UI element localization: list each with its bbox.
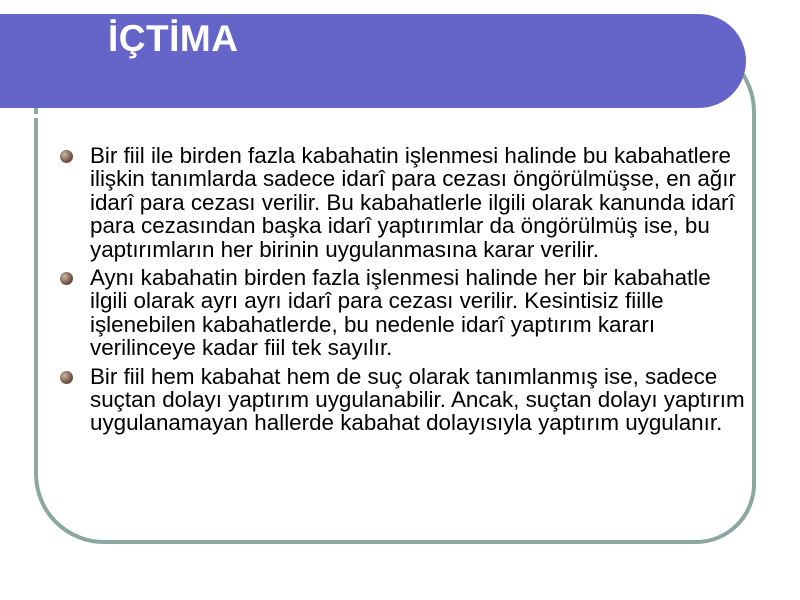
sphere-bullet-icon — [60, 371, 73, 384]
bullet-item — [60, 266, 750, 360]
bullet-text: Bir fiil ile birden fazla kabahatin işlenmesi halinde bu kabahatlere ilişkin tanımlarda sadece idarî para cezası öngörülmüşse, en ağır idarî para cezası verilir. Bu kabahatlerle ilgili olarak kanunda idarî para cezasından başka idarî yaptırımlar da öngörülmüş ise, bu yaptırımların her birinin uygulanmasına karar verilir. — [90, 143, 736, 262]
bullet-list — [60, 144, 750, 440]
slide-title: İÇTİMA — [108, 18, 239, 59]
sphere-bullet-icon — [60, 272, 73, 285]
bullet-text: Bir fiil hem kabahat hem de suç olarak tanımlanmış ise, sadece suçtan dolayı yaptırım uygulanabilir. Ancak, suçtan dolayı yaptırım uygulanamayan hallerde kabahat dolayısıyla yaptırım uygulanır. — [90, 363, 745, 436]
bullet-item — [60, 144, 750, 261]
bullet-item — [60, 365, 750, 435]
title-underline — [0, 114, 706, 118]
bullet-text: Aynı kabahatin birden fazla işlenmesi halinde her bir kabahatle ilgili olarak ayrı ayrı idarî para cezası verilir. Kesintisiz fiille işlenebilen kabahatlerde, bu nedenle idarî yaptırım kararı verilinceye kadar fiil tek sayılır. — [90, 265, 711, 361]
sphere-bullet-icon — [60, 150, 73, 163]
